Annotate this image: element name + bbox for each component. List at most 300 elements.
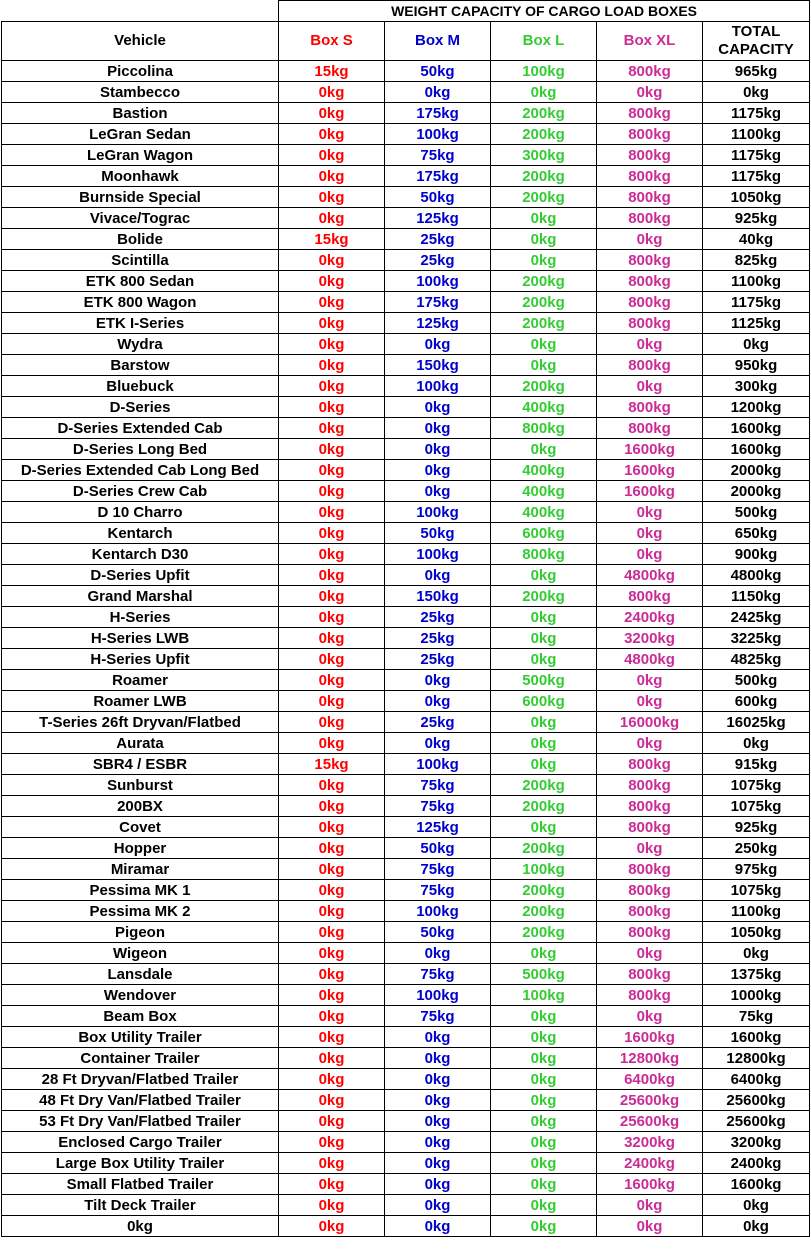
cell-vehicle: 48 Ft Dry Van/Flatbed Trailer bbox=[2, 1090, 279, 1111]
cell-box-m: 0kg bbox=[385, 1174, 491, 1195]
banner-spacer bbox=[2, 1, 279, 22]
cell-vehicle: Grand Marshal bbox=[2, 586, 279, 607]
cell-total: 925kg bbox=[703, 208, 810, 229]
table-row bbox=[2, 859, 810, 880]
cell-box-s: 0kg bbox=[279, 481, 385, 502]
cell-box-l: 200kg bbox=[491, 313, 597, 334]
table-row bbox=[2, 943, 810, 964]
cell-box-m: 75kg bbox=[385, 145, 491, 166]
cell-box-xl: 1600kg bbox=[597, 439, 703, 460]
cell-box-xl: 25600kg bbox=[597, 1090, 703, 1111]
cell-box-s: 0kg bbox=[279, 565, 385, 586]
cell-box-s: 0kg bbox=[279, 859, 385, 880]
cell-box-s: 15kg bbox=[279, 61, 385, 82]
cell-box-xl: 800kg bbox=[597, 817, 703, 838]
cell-box-s: 0kg bbox=[279, 82, 385, 103]
cell-box-m: 125kg bbox=[385, 817, 491, 838]
cell-total: 825kg bbox=[703, 250, 810, 271]
table-row bbox=[2, 1153, 810, 1174]
table-row bbox=[2, 607, 810, 628]
cell-box-l: 0kg bbox=[491, 1090, 597, 1111]
table-row bbox=[2, 775, 810, 796]
cell-vehicle: 53 Ft Dry Van/Flatbed Trailer bbox=[2, 1111, 279, 1132]
cell-box-m: 100kg bbox=[385, 901, 491, 922]
cell-total: 25600kg bbox=[703, 1090, 810, 1111]
table-row bbox=[2, 82, 810, 103]
cell-box-l: 0kg bbox=[491, 1132, 597, 1153]
cell-box-m: 0kg bbox=[385, 334, 491, 355]
cell-box-l: 200kg bbox=[491, 796, 597, 817]
cell-vehicle: Miramar bbox=[2, 859, 279, 880]
table-row bbox=[2, 334, 810, 355]
cell-box-l: 0kg bbox=[491, 1216, 597, 1237]
cell-box-s: 0kg bbox=[279, 1006, 385, 1027]
cell-box-l: 0kg bbox=[491, 355, 597, 376]
cell-box-xl: 1600kg bbox=[597, 1027, 703, 1048]
cell-vehicle: H-Series bbox=[2, 607, 279, 628]
cell-box-m: 75kg bbox=[385, 1006, 491, 1027]
cell-box-s: 0kg bbox=[279, 460, 385, 481]
cell-total: 975kg bbox=[703, 859, 810, 880]
cell-total: 12800kg bbox=[703, 1048, 810, 1069]
cell-total: 500kg bbox=[703, 502, 810, 523]
cell-box-l: 500kg bbox=[491, 670, 597, 691]
cell-vehicle: D-Series bbox=[2, 397, 279, 418]
cell-box-s: 0kg bbox=[279, 502, 385, 523]
cell-box-xl: 0kg bbox=[597, 943, 703, 964]
cell-box-m: 0kg bbox=[385, 1132, 491, 1153]
cell-box-l: 200kg bbox=[491, 880, 597, 901]
cell-total: 1600kg bbox=[703, 418, 810, 439]
cell-total: 1175kg bbox=[703, 292, 810, 313]
cell-box-xl: 2400kg bbox=[597, 607, 703, 628]
table-row bbox=[2, 418, 810, 439]
cell-box-xl: 800kg bbox=[597, 103, 703, 124]
cell-box-s: 0kg bbox=[279, 985, 385, 1006]
cell-box-l: 0kg bbox=[491, 1006, 597, 1027]
cell-vehicle: Small Flatbed Trailer bbox=[2, 1174, 279, 1195]
cell-total: 1175kg bbox=[703, 103, 810, 124]
cell-total: 965kg bbox=[703, 61, 810, 82]
cell-box-s: 0kg bbox=[279, 208, 385, 229]
table-row bbox=[2, 964, 810, 985]
cell-box-s: 0kg bbox=[279, 1090, 385, 1111]
cell-box-xl: 800kg bbox=[597, 250, 703, 271]
cell-box-xl: 800kg bbox=[597, 880, 703, 901]
cell-box-m: 100kg bbox=[385, 502, 491, 523]
cell-box-s: 0kg bbox=[279, 691, 385, 712]
table-row bbox=[2, 733, 810, 754]
header-box-s: Box S bbox=[279, 22, 385, 61]
cell-box-s: 0kg bbox=[279, 922, 385, 943]
cell-box-l: 200kg bbox=[491, 292, 597, 313]
cell-vehicle: Piccolina bbox=[2, 61, 279, 82]
cell-vehicle: ETK 800 Wagon bbox=[2, 292, 279, 313]
cell-box-m: 50kg bbox=[385, 838, 491, 859]
cell-vehicle: D-Series Long Bed bbox=[2, 439, 279, 460]
cell-box-xl: 800kg bbox=[597, 754, 703, 775]
cell-box-s: 0kg bbox=[279, 607, 385, 628]
cell-vehicle: LeGran Sedan bbox=[2, 124, 279, 145]
cell-total: 1600kg bbox=[703, 439, 810, 460]
table-row bbox=[2, 712, 810, 733]
table-row bbox=[2, 523, 810, 544]
table-row bbox=[2, 250, 810, 271]
cell-box-xl: 0kg bbox=[597, 1195, 703, 1216]
cell-box-s: 0kg bbox=[279, 901, 385, 922]
cell-vehicle: T-Series 26ft Dryvan/Flatbed bbox=[2, 712, 279, 733]
table-row bbox=[2, 397, 810, 418]
cell-box-l: 0kg bbox=[491, 334, 597, 355]
cell-box-m: 175kg bbox=[385, 103, 491, 124]
table-row bbox=[2, 145, 810, 166]
cell-box-m: 0kg bbox=[385, 565, 491, 586]
cell-vehicle: Kentarch bbox=[2, 523, 279, 544]
cell-box-l: 0kg bbox=[491, 649, 597, 670]
header-total-capacity: TOTAL CAPACITY bbox=[703, 22, 810, 61]
table-row bbox=[2, 208, 810, 229]
cell-box-xl: 800kg bbox=[597, 418, 703, 439]
table-row bbox=[2, 124, 810, 145]
table-row bbox=[2, 922, 810, 943]
cell-total: 1150kg bbox=[703, 586, 810, 607]
cell-vehicle: Scintilla bbox=[2, 250, 279, 271]
table-row bbox=[2, 649, 810, 670]
cell-box-m: 175kg bbox=[385, 166, 491, 187]
cell-box-s: 0kg bbox=[279, 964, 385, 985]
cell-box-m: 0kg bbox=[385, 397, 491, 418]
cell-box-l: 500kg bbox=[491, 964, 597, 985]
cell-box-s: 0kg bbox=[279, 1048, 385, 1069]
cell-box-l: 600kg bbox=[491, 523, 597, 544]
cell-box-l: 200kg bbox=[491, 124, 597, 145]
cell-vehicle: Box Utility Trailer bbox=[2, 1027, 279, 1048]
table-row bbox=[2, 376, 810, 397]
cell-box-l: 200kg bbox=[491, 901, 597, 922]
cell-box-s: 15kg bbox=[279, 229, 385, 250]
table-row bbox=[2, 670, 810, 691]
cell-box-l: 0kg bbox=[491, 1027, 597, 1048]
banner-row bbox=[2, 1, 810, 22]
cell-box-xl: 800kg bbox=[597, 166, 703, 187]
cell-box-xl: 16000kg bbox=[597, 712, 703, 733]
cell-box-m: 100kg bbox=[385, 376, 491, 397]
table-row bbox=[2, 1111, 810, 1132]
cell-box-xl: 800kg bbox=[597, 796, 703, 817]
cell-box-l: 200kg bbox=[491, 376, 597, 397]
cell-box-m: 0kg bbox=[385, 1153, 491, 1174]
cell-box-m: 100kg bbox=[385, 985, 491, 1006]
cell-total: 1175kg bbox=[703, 166, 810, 187]
cell-vehicle: D-Series Upfit bbox=[2, 565, 279, 586]
cell-box-l: 0kg bbox=[491, 628, 597, 649]
table-row bbox=[2, 691, 810, 712]
cell-box-l: 200kg bbox=[491, 103, 597, 124]
cell-total: 1100kg bbox=[703, 124, 810, 145]
cell-vehicle: Hopper bbox=[2, 838, 279, 859]
cell-box-l: 200kg bbox=[491, 166, 597, 187]
cell-box-s: 0kg bbox=[279, 334, 385, 355]
cell-box-xl: 4800kg bbox=[597, 565, 703, 586]
cell-box-s: 0kg bbox=[279, 1027, 385, 1048]
cell-box-xl: 0kg bbox=[597, 229, 703, 250]
cell-vehicle: 0kg bbox=[2, 1216, 279, 1237]
cell-total: 2000kg bbox=[703, 460, 810, 481]
cell-box-m: 25kg bbox=[385, 250, 491, 271]
header-box-xl: Box XL bbox=[597, 22, 703, 61]
cell-box-s: 0kg bbox=[279, 397, 385, 418]
cell-box-xl: 800kg bbox=[597, 859, 703, 880]
cell-vehicle: Pessima MK 2 bbox=[2, 901, 279, 922]
cell-box-xl: 0kg bbox=[597, 376, 703, 397]
cell-box-m: 25kg bbox=[385, 712, 491, 733]
cell-vehicle: Wendover bbox=[2, 985, 279, 1006]
table-row bbox=[2, 439, 810, 460]
cell-box-l: 200kg bbox=[491, 187, 597, 208]
cargo-capacity-table bbox=[1, 0, 810, 1237]
cell-box-m: 0kg bbox=[385, 943, 491, 964]
cell-total: 1600kg bbox=[703, 1027, 810, 1048]
cell-box-xl: 800kg bbox=[597, 124, 703, 145]
cell-box-s: 0kg bbox=[279, 649, 385, 670]
cell-box-s: 0kg bbox=[279, 187, 385, 208]
cell-box-m: 0kg bbox=[385, 1048, 491, 1069]
cell-total: 2425kg bbox=[703, 607, 810, 628]
cell-box-xl: 1600kg bbox=[597, 1174, 703, 1195]
table-row bbox=[2, 166, 810, 187]
cell-vehicle: Wigeon bbox=[2, 943, 279, 964]
cell-total: 250kg bbox=[703, 838, 810, 859]
cell-box-xl: 800kg bbox=[597, 292, 703, 313]
cell-vehicle: Covet bbox=[2, 817, 279, 838]
cell-total: 0kg bbox=[703, 334, 810, 355]
cell-box-l: 0kg bbox=[491, 733, 597, 754]
cell-box-s: 0kg bbox=[279, 838, 385, 859]
cell-box-xl: 0kg bbox=[597, 1006, 703, 1027]
cell-box-l: 300kg bbox=[491, 145, 597, 166]
table-body bbox=[2, 61, 810, 1237]
cell-box-l: 100kg bbox=[491, 61, 597, 82]
cell-box-l: 400kg bbox=[491, 397, 597, 418]
table-row bbox=[2, 1006, 810, 1027]
cell-box-m: 150kg bbox=[385, 586, 491, 607]
cell-box-xl: 800kg bbox=[597, 145, 703, 166]
cell-vehicle: Large Box Utility Trailer bbox=[2, 1153, 279, 1174]
cell-box-s: 0kg bbox=[279, 733, 385, 754]
cell-box-s: 0kg bbox=[279, 943, 385, 964]
cell-total: 0kg bbox=[703, 1216, 810, 1237]
cell-box-l: 0kg bbox=[491, 1174, 597, 1195]
table-row bbox=[2, 292, 810, 313]
cell-box-l: 400kg bbox=[491, 502, 597, 523]
cell-box-xl: 12800kg bbox=[597, 1048, 703, 1069]
table-row bbox=[2, 1195, 810, 1216]
cell-box-l: 0kg bbox=[491, 439, 597, 460]
cell-box-s: 0kg bbox=[279, 796, 385, 817]
header-vehicle: Vehicle bbox=[2, 22, 279, 61]
table-row bbox=[2, 187, 810, 208]
cell-box-xl: 0kg bbox=[597, 502, 703, 523]
cell-box-m: 150kg bbox=[385, 355, 491, 376]
cell-box-s: 0kg bbox=[279, 670, 385, 691]
cell-box-l: 0kg bbox=[491, 565, 597, 586]
cell-box-s: 0kg bbox=[279, 1153, 385, 1174]
cell-box-xl: 800kg bbox=[597, 208, 703, 229]
cell-total: 4825kg bbox=[703, 649, 810, 670]
cell-box-xl: 800kg bbox=[597, 271, 703, 292]
cell-box-l: 0kg bbox=[491, 1111, 597, 1132]
cell-box-l: 0kg bbox=[491, 1195, 597, 1216]
cell-box-m: 100kg bbox=[385, 754, 491, 775]
cell-box-l: 0kg bbox=[491, 1048, 597, 1069]
cell-box-s: 0kg bbox=[279, 103, 385, 124]
table-row bbox=[2, 628, 810, 649]
table-row bbox=[2, 271, 810, 292]
table-row bbox=[2, 460, 810, 481]
cell-box-xl: 25600kg bbox=[597, 1111, 703, 1132]
cell-vehicle: Lansdale bbox=[2, 964, 279, 985]
cell-vehicle: LeGran Wagon bbox=[2, 145, 279, 166]
cell-box-m: 100kg bbox=[385, 124, 491, 145]
cell-box-xl: 4800kg bbox=[597, 649, 703, 670]
cell-vehicle: Kentarch D30 bbox=[2, 544, 279, 565]
cell-box-xl: 2400kg bbox=[597, 1153, 703, 1174]
cell-total: 650kg bbox=[703, 523, 810, 544]
table-row bbox=[2, 754, 810, 775]
cell-box-s: 15kg bbox=[279, 754, 385, 775]
cell-box-l: 800kg bbox=[491, 544, 597, 565]
cell-total: 1375kg bbox=[703, 964, 810, 985]
cell-vehicle: Sunburst bbox=[2, 775, 279, 796]
cell-box-m: 0kg bbox=[385, 460, 491, 481]
table-row bbox=[2, 586, 810, 607]
cell-box-s: 0kg bbox=[279, 166, 385, 187]
cell-box-xl: 800kg bbox=[597, 985, 703, 1006]
cell-total: 300kg bbox=[703, 376, 810, 397]
cell-box-xl: 800kg bbox=[597, 586, 703, 607]
cell-vehicle: D-Series Extended Cab bbox=[2, 418, 279, 439]
cell-vehicle: Burnside Special bbox=[2, 187, 279, 208]
cell-vehicle: 28 Ft Dryvan/Flatbed Trailer bbox=[2, 1069, 279, 1090]
cell-box-s: 0kg bbox=[279, 880, 385, 901]
cell-box-l: 0kg bbox=[491, 607, 597, 628]
cell-box-s: 0kg bbox=[279, 439, 385, 460]
table-row bbox=[2, 229, 810, 250]
cell-total: 2400kg bbox=[703, 1153, 810, 1174]
cell-total: 3225kg bbox=[703, 628, 810, 649]
cell-box-m: 25kg bbox=[385, 649, 491, 670]
cell-total: 1125kg bbox=[703, 313, 810, 334]
cell-box-s: 0kg bbox=[279, 523, 385, 544]
cell-vehicle: Moonhawk bbox=[2, 166, 279, 187]
cell-vehicle: Roamer bbox=[2, 670, 279, 691]
cell-total: 1050kg bbox=[703, 187, 810, 208]
cell-total: 3200kg bbox=[703, 1132, 810, 1153]
table-row bbox=[2, 565, 810, 586]
cell-box-s: 0kg bbox=[279, 1132, 385, 1153]
cell-total: 75kg bbox=[703, 1006, 810, 1027]
cell-box-l: 400kg bbox=[491, 460, 597, 481]
cell-box-l: 200kg bbox=[491, 838, 597, 859]
cell-total: 0kg bbox=[703, 943, 810, 964]
cell-box-l: 200kg bbox=[491, 922, 597, 943]
cell-vehicle: ETK I-Series bbox=[2, 313, 279, 334]
cell-box-m: 25kg bbox=[385, 229, 491, 250]
cell-box-l: 200kg bbox=[491, 775, 597, 796]
cell-box-l: 0kg bbox=[491, 82, 597, 103]
cell-box-xl: 1600kg bbox=[597, 481, 703, 502]
cell-total: 1200kg bbox=[703, 397, 810, 418]
cell-total: 1100kg bbox=[703, 271, 810, 292]
cell-vehicle: 200BX bbox=[2, 796, 279, 817]
cell-box-xl: 800kg bbox=[597, 313, 703, 334]
cell-box-l: 0kg bbox=[491, 208, 597, 229]
cell-box-xl: 3200kg bbox=[597, 628, 703, 649]
cell-box-m: 75kg bbox=[385, 859, 491, 880]
cell-vehicle: Vivace/Tograc bbox=[2, 208, 279, 229]
cell-total: 500kg bbox=[703, 670, 810, 691]
table-row bbox=[2, 901, 810, 922]
header-box-l: Box L bbox=[491, 22, 597, 61]
cell-vehicle: Roamer LWB bbox=[2, 691, 279, 712]
cell-box-m: 0kg bbox=[385, 1090, 491, 1111]
cell-box-m: 0kg bbox=[385, 82, 491, 103]
cell-box-l: 400kg bbox=[491, 481, 597, 502]
cell-box-m: 0kg bbox=[385, 418, 491, 439]
cell-box-m: 100kg bbox=[385, 271, 491, 292]
cell-box-l: 100kg bbox=[491, 985, 597, 1006]
cell-box-l: 200kg bbox=[491, 271, 597, 292]
cell-vehicle: H-Series Upfit bbox=[2, 649, 279, 670]
cell-total: 2000kg bbox=[703, 481, 810, 502]
cell-box-s: 0kg bbox=[279, 544, 385, 565]
cell-box-m: 0kg bbox=[385, 1027, 491, 1048]
table-row bbox=[2, 1174, 810, 1195]
cell-vehicle: H-Series LWB bbox=[2, 628, 279, 649]
cell-box-m: 75kg bbox=[385, 880, 491, 901]
cell-box-xl: 6400kg bbox=[597, 1069, 703, 1090]
cell-total: 950kg bbox=[703, 355, 810, 376]
cell-total: 1100kg bbox=[703, 901, 810, 922]
cell-box-l: 0kg bbox=[491, 943, 597, 964]
cell-box-m: 175kg bbox=[385, 292, 491, 313]
cell-box-s: 0kg bbox=[279, 775, 385, 796]
cell-total: 1075kg bbox=[703, 880, 810, 901]
cell-box-s: 0kg bbox=[279, 418, 385, 439]
cell-box-xl: 800kg bbox=[597, 397, 703, 418]
cell-box-xl: 0kg bbox=[597, 82, 703, 103]
cell-total: 6400kg bbox=[703, 1069, 810, 1090]
table-row bbox=[2, 544, 810, 565]
cell-total: 915kg bbox=[703, 754, 810, 775]
table-row bbox=[2, 61, 810, 82]
cell-box-xl: 1600kg bbox=[597, 460, 703, 481]
cell-box-s: 0kg bbox=[279, 1069, 385, 1090]
cell-total: 1075kg bbox=[703, 775, 810, 796]
cell-vehicle: Enclosed Cargo Trailer bbox=[2, 1132, 279, 1153]
cell-total: 925kg bbox=[703, 817, 810, 838]
cell-box-m: 50kg bbox=[385, 61, 491, 82]
cell-box-xl: 0kg bbox=[597, 1216, 703, 1237]
cell-box-l: 0kg bbox=[491, 712, 597, 733]
cell-vehicle: Pigeon bbox=[2, 922, 279, 943]
cell-box-xl: 800kg bbox=[597, 922, 703, 943]
cell-box-xl: 800kg bbox=[597, 355, 703, 376]
table-row bbox=[2, 985, 810, 1006]
cell-total: 0kg bbox=[703, 82, 810, 103]
cell-vehicle: Tilt Deck Trailer bbox=[2, 1195, 279, 1216]
cell-box-m: 0kg bbox=[385, 481, 491, 502]
